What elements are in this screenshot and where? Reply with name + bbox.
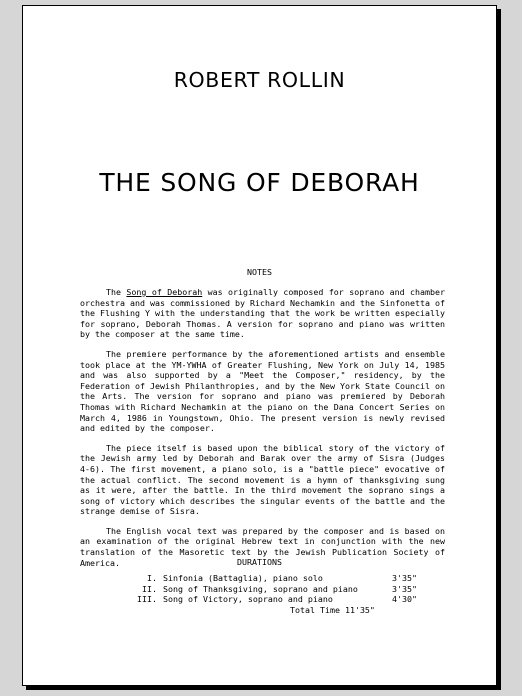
notes-body (80, 287, 445, 577)
notes-paragraph-3: The piece itself is based upon the biblical story of the victory of the Jewish army led by Deborah and Barak over the army of Sisra (Judges 4-6). The first movement, a piano solo, is a "battle piece" evocative of the actual conflict. The second movement is a hymn of thanksgiving sung as it were, after the battle. In the third movement the soprano sings a song of victory which describes the singular events of the battle and the strange demise of Sisra. (80, 442, 445, 517)
duration-row (119, 584, 417, 595)
total-time-label: Total Time (290, 605, 340, 615)
paragraph-rest: was originally composed for soprano and chamber orchestra and was commissioned by Richard Nechamkin and the Sinfonetta of the Flushing Y with the understanding that the work be written especially for soprano, Deborah Thomas. A version for soprano and piano was written by the composer at the same time. (80, 287, 445, 340)
movement-duration: 4'30" (392, 594, 417, 605)
durations-table (119, 573, 417, 605)
composer-name: ROBERT ROLLIN (173, 68, 346, 92)
work-title-reference: Song of Deborah (126, 287, 203, 297)
total-time (290, 605, 375, 616)
notes-heading: NOTES (247, 267, 272, 277)
score-page (22, 5, 497, 686)
notes-paragraph-1 (80, 287, 445, 340)
movement-number: II. (142, 583, 157, 594)
work-title: THE SONG OF DEBORAH (99, 168, 420, 197)
movement-duration: 3'35" (392, 583, 417, 594)
duration-row (119, 573, 417, 584)
movement-number: III. (137, 594, 157, 605)
movement-title: Song of Thanksgiving, soprano and piano (163, 583, 358, 594)
notes-paragraph-4: The English vocal text was prepared by the composer and is based on an examination of the original Hebrew text in conjunction with the new translation of the Masoretic text by the Jewish Publication Society of America. (80, 525, 445, 568)
total-time-value: 11'35" (344, 605, 375, 615)
movement-duration: 3'35" (392, 573, 417, 583)
paragraph-lead: The (106, 287, 127, 297)
notes-paragraph-2: The premiere performance by the aforementioned artists and ensemble took place at the YM-YWHA of Greater Flushing, New York on July 14, 1985 and was also supported by a "Meet the Composer," residency, by the Federation of Jewish Philanthropies, and by the New York State Council on the Arts. The version for soprano and piano was premiered by Deborah Thomas with Richard Nechamkin at the piano on the Dana Concert Series on March 4, 1986 in Youngstown, Ohio. The present version is newly revised and edited by the composer. (80, 348, 445, 434)
movement-title: Sinfonia (Battaglia), piano solo (163, 573, 323, 583)
durations-heading: DURATIONS (237, 557, 282, 567)
movement-number: I. (147, 573, 157, 583)
movement-title: Song of Victory, soprano and piano (163, 594, 333, 605)
duration-row (119, 594, 417, 605)
